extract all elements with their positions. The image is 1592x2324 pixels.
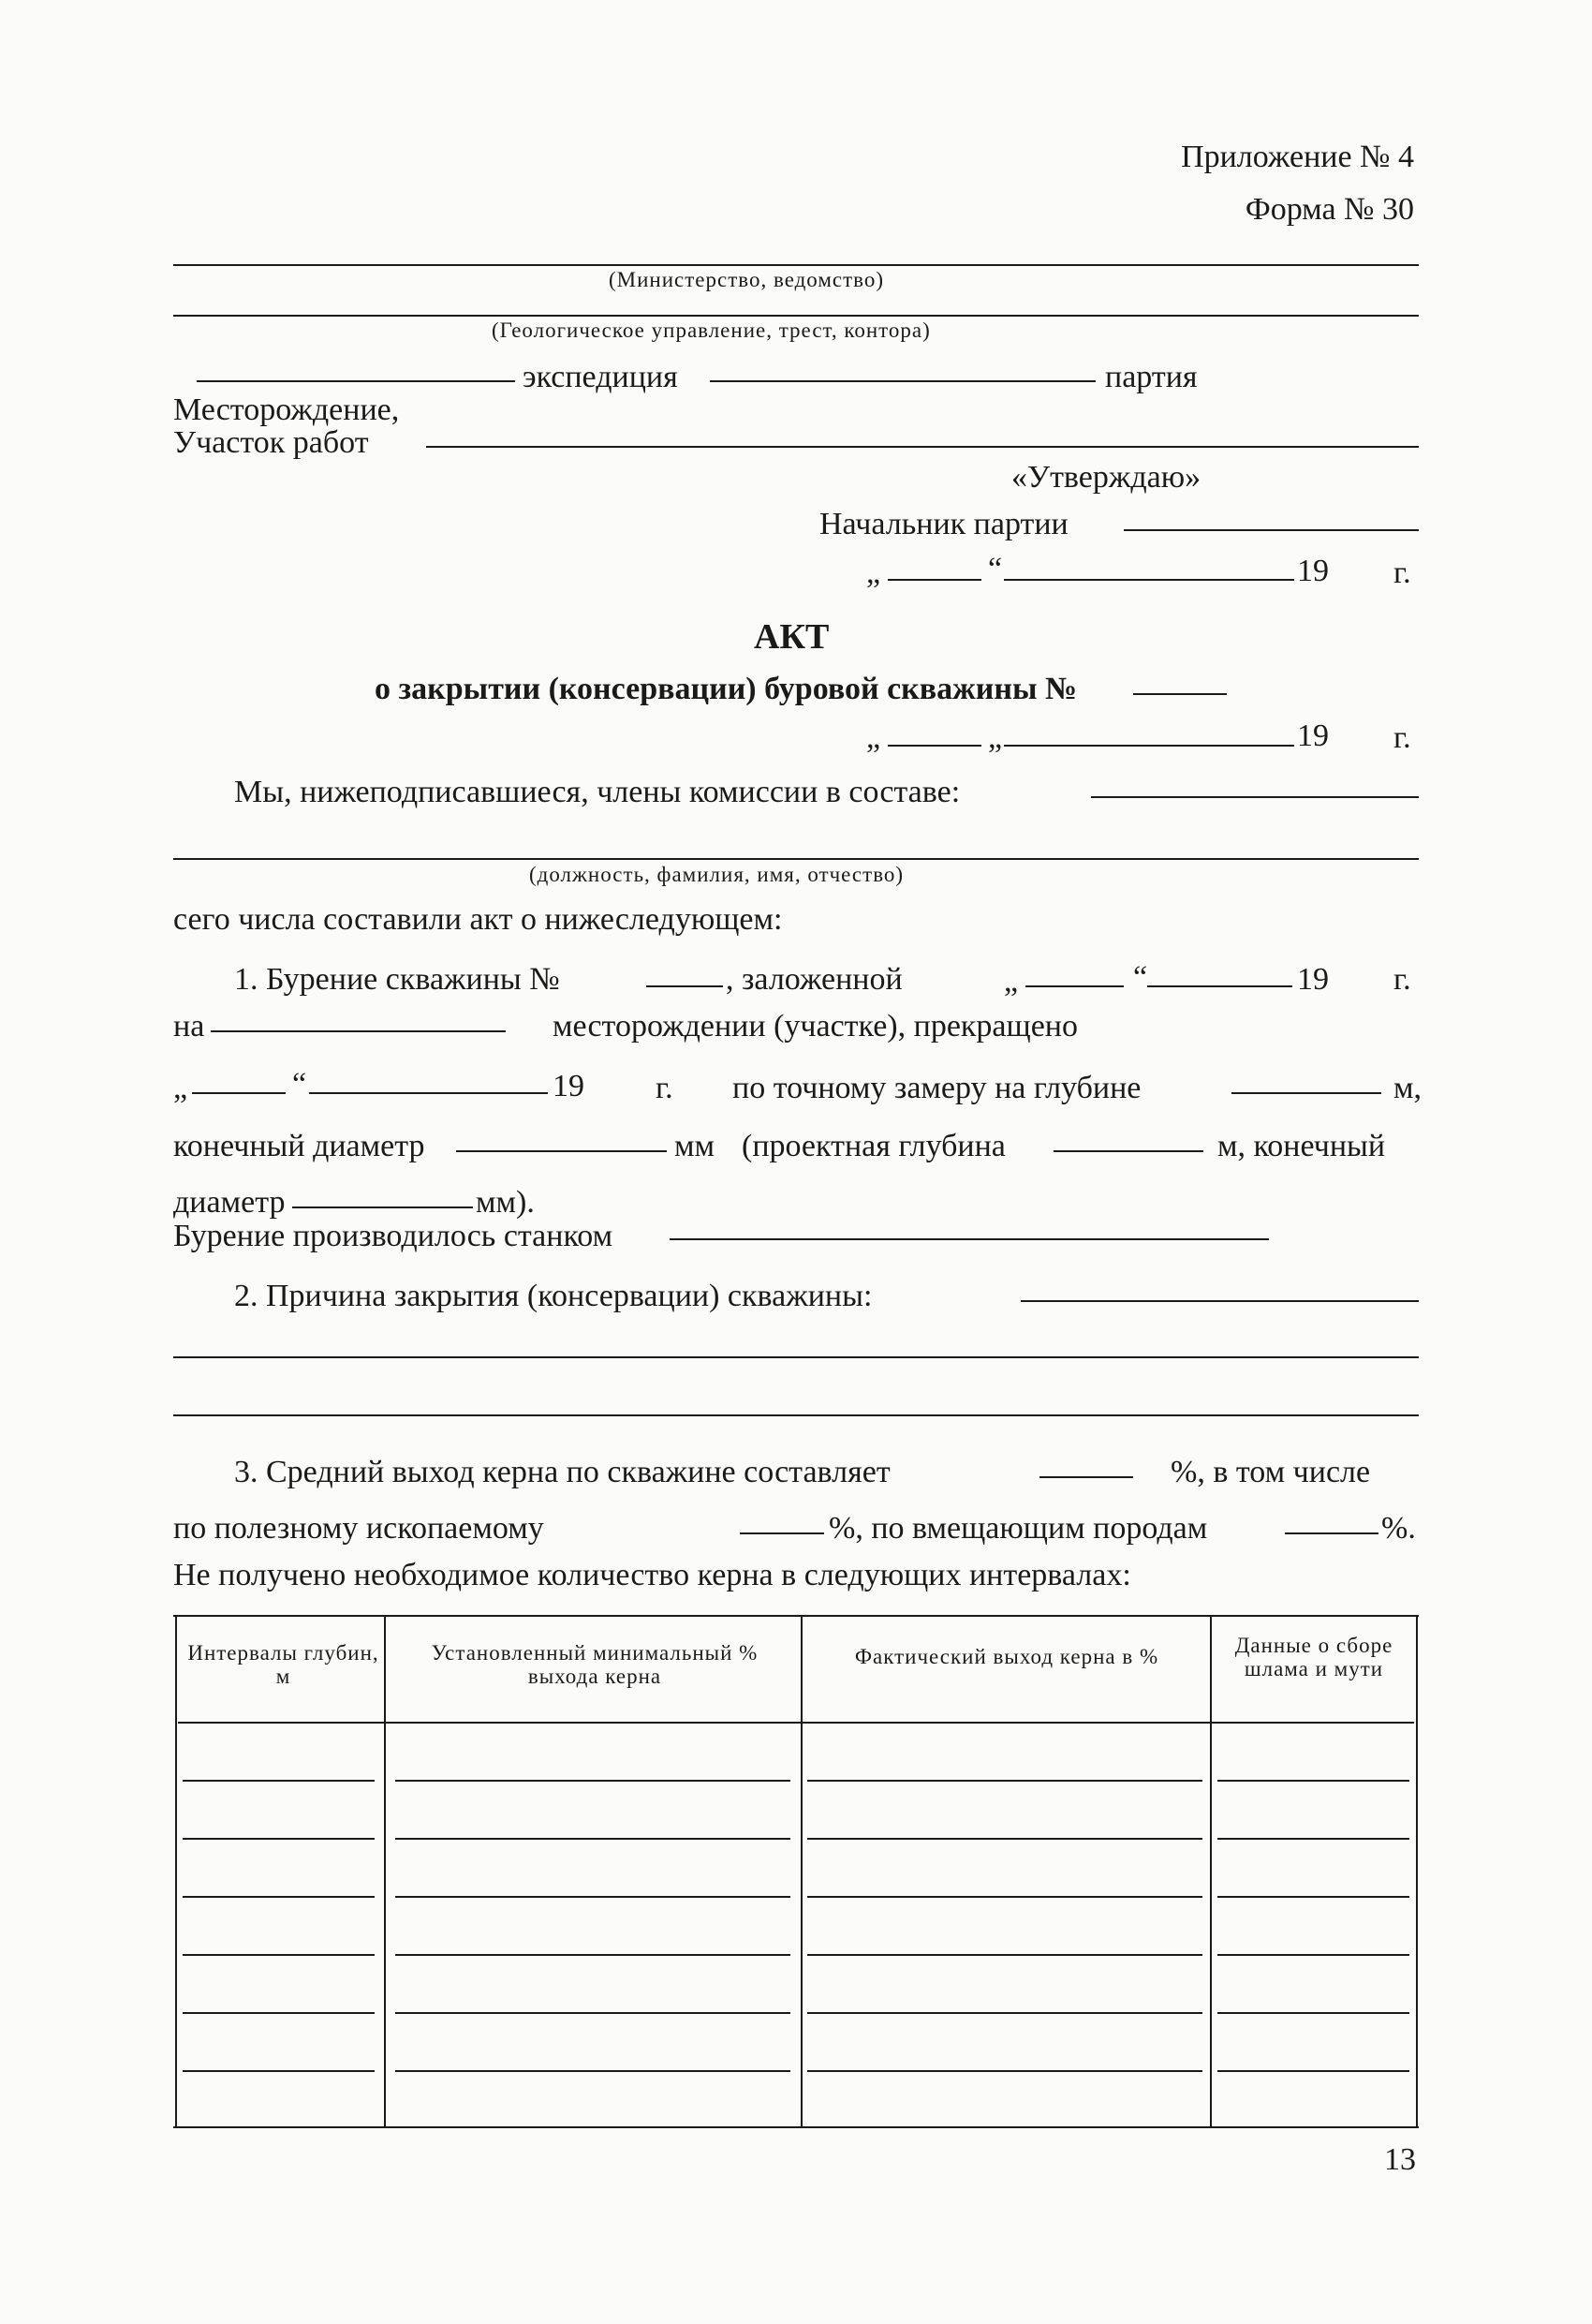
commission-intro: Мы, нижеподписавшиеся, члены комиссии в составе: [234, 775, 961, 809]
well-number-blank [1133, 693, 1227, 695]
party-blank [710, 380, 1096, 382]
table-row-line [395, 2070, 790, 2072]
table-row-line [1217, 1780, 1409, 1782]
on-label: на [173, 1009, 205, 1044]
page-number: 13 [1384, 2142, 1416, 2177]
deposit-name-blank [211, 1030, 506, 1032]
diameter-label: диаметр [173, 1185, 286, 1220]
table-row-line [807, 1780, 1202, 1782]
compiled-text: сего числа составили акт о нижеследующем: [173, 902, 783, 937]
table-row-line [1217, 1896, 1409, 1898]
date-year-suffix: г. [1393, 720, 1411, 755]
useful-mineral-text: по полезному ископаемому [173, 1511, 544, 1546]
commission-caption: (должность, фамилия, имя, отчество) [529, 863, 905, 886]
table-row-line [1217, 2070, 1409, 2072]
machine-label: Бурение производилось станком [173, 1219, 613, 1253]
table-row-line [807, 2012, 1202, 2014]
table-row-line [395, 1838, 790, 1840]
approval-quote-close: “ [988, 552, 1003, 586]
table-bottom-border [173, 2126, 1419, 2128]
table-row-line [183, 2012, 375, 2014]
laid-quote-close: “ [1133, 960, 1148, 995]
depth-unit: м, [1393, 1071, 1422, 1105]
laid-label: , заложенной [726, 962, 903, 997]
work-site-blank [426, 446, 1419, 448]
useful-blank [740, 1532, 824, 1534]
approval-year: 19 [1297, 554, 1329, 588]
date-month-blank [1004, 745, 1294, 747]
machine-blank [670, 1238, 1269, 1240]
approval-quote-open: „ [866, 555, 881, 590]
design-m-final-label: м, конечный [1217, 1129, 1386, 1163]
final-diameter-label: конечный диаметр [173, 1129, 425, 1163]
approval-year-suffix: г. [1393, 555, 1411, 590]
drilling-label: 1. Бурение скважины № [234, 962, 560, 997]
chief-blank [1124, 529, 1419, 531]
reason-blank-1 [1021, 1300, 1419, 1302]
ministry-line [173, 264, 1419, 266]
table-left-border [175, 1615, 177, 2126]
ministry-caption: (Министерство, ведомство) [609, 268, 885, 291]
table-row-line [1217, 1954, 1409, 1956]
core-avg-text: 3. Средний выход керна по скважине составляет [234, 1455, 891, 1489]
table-row-line [395, 1896, 790, 1898]
stop-month-blank [309, 1092, 548, 1094]
table-row-line [807, 1896, 1202, 1898]
laid-month-blank [1147, 985, 1292, 987]
reason-blank-3 [173, 1414, 1419, 1416]
geo-line [173, 315, 1419, 317]
design-depth-label: (проектная глубина [742, 1129, 1006, 1163]
date-quote-open: „ [866, 720, 881, 755]
date-quote-mid: „ [988, 720, 1003, 755]
core-avg-blank [1039, 1476, 1133, 1478]
table-row-line [183, 1780, 375, 1782]
stop-quote-open: „ [173, 1071, 188, 1105]
table-col-divider [384, 1615, 386, 2126]
table-row-line [183, 1954, 375, 1956]
table-col-divider [1210, 1615, 1212, 2126]
not-obtained-text: Не получено необходимое количество керна в следующих интервалах: [173, 1558, 1131, 1592]
table-row-line [183, 1896, 375, 1898]
table-row-line [395, 2012, 790, 2014]
approve-label: «Утверждаю» [1011, 460, 1201, 495]
reason-blank-2 [173, 1356, 1419, 1358]
act-title: АКТ [754, 617, 830, 657]
expedition-label: экспедиция [523, 360, 678, 394]
party-label: партия [1105, 360, 1198, 394]
deposit-label: Месторождение, [173, 392, 400, 427]
table-col-divider [801, 1615, 803, 2126]
commission-blank-1 [1091, 796, 1419, 798]
measure-text: по точному замеру на глубине [732, 1071, 1142, 1105]
table-row-line [1217, 2012, 1409, 2014]
geo-caption: (Геологическое управление, трест, контора) [492, 318, 931, 342]
stop-year: 19 [553, 1069, 584, 1103]
approval-day-blank [888, 579, 981, 581]
laid-year: 19 [1297, 962, 1329, 997]
stop-day-blank [192, 1092, 286, 1094]
table-row-line [183, 2070, 375, 2072]
design-depth-blank [1054, 1150, 1203, 1152]
table-row-line [1217, 1838, 1409, 1840]
table-header-actual-yield: Фактический выход керна в % [854, 1645, 1159, 1668]
commission-blank-2 [173, 858, 1419, 860]
stop-quote-close: “ [292, 1067, 307, 1102]
deposit-stopped-text: месторождении (участке), прекращено [553, 1009, 1078, 1044]
table-header-min-yield: Установленный минимальный % выхода керна [431, 1641, 759, 1688]
approval-month-blank [1004, 579, 1294, 581]
reason-label: 2. Причина закрытия (консервации) скважины: [234, 1279, 873, 1313]
pct-end: %. [1381, 1511, 1416, 1546]
table-header-sludge: Данные о сборе шлама и мути [1234, 1634, 1393, 1680]
laid-day-blank [1025, 985, 1124, 987]
table-row-line [183, 1838, 375, 1840]
stop-year-suffix: г. [656, 1071, 673, 1105]
depth-blank [1231, 1092, 1381, 1094]
date-year: 19 [1297, 718, 1329, 753]
laid-quote-open: „ [1004, 964, 1019, 999]
act-subtitle: о закрытии (консервации) буровой скважины № [375, 672, 1078, 706]
mm-label: мм [674, 1129, 715, 1163]
table-header-divider [178, 1722, 1414, 1724]
appendix-label: Приложение № 4 [1181, 140, 1414, 174]
table-top-border [173, 1615, 1419, 1617]
table-row-line [807, 2070, 1202, 2072]
table-row-line [807, 1954, 1202, 1956]
final-diameter-blank [456, 1150, 667, 1152]
expedition-blank [197, 380, 515, 382]
laid-year-suffix: г. [1393, 962, 1411, 997]
work-site-label: Участок работ [173, 425, 369, 460]
host-blank [1285, 1532, 1378, 1534]
design-diameter-blank [292, 1206, 473, 1208]
table-row-line [395, 1780, 790, 1782]
date-day-blank [888, 745, 981, 747]
chief-label: Начальник партии [819, 507, 1069, 541]
table-row-line [807, 1838, 1202, 1840]
table-right-border [1416, 1615, 1418, 2126]
table-row-line [395, 1954, 790, 1956]
host-rock-text: %, по вмещающим породам [829, 1511, 1208, 1546]
core-incl-text: %, в том числе [1171, 1455, 1371, 1489]
drilling-well-blank [646, 985, 723, 987]
table-header-intervals: Интервалы глубин, м [187, 1641, 379, 1688]
form-number: Форма № 30 [1245, 192, 1414, 227]
design-mm-label: мм). [476, 1185, 535, 1220]
